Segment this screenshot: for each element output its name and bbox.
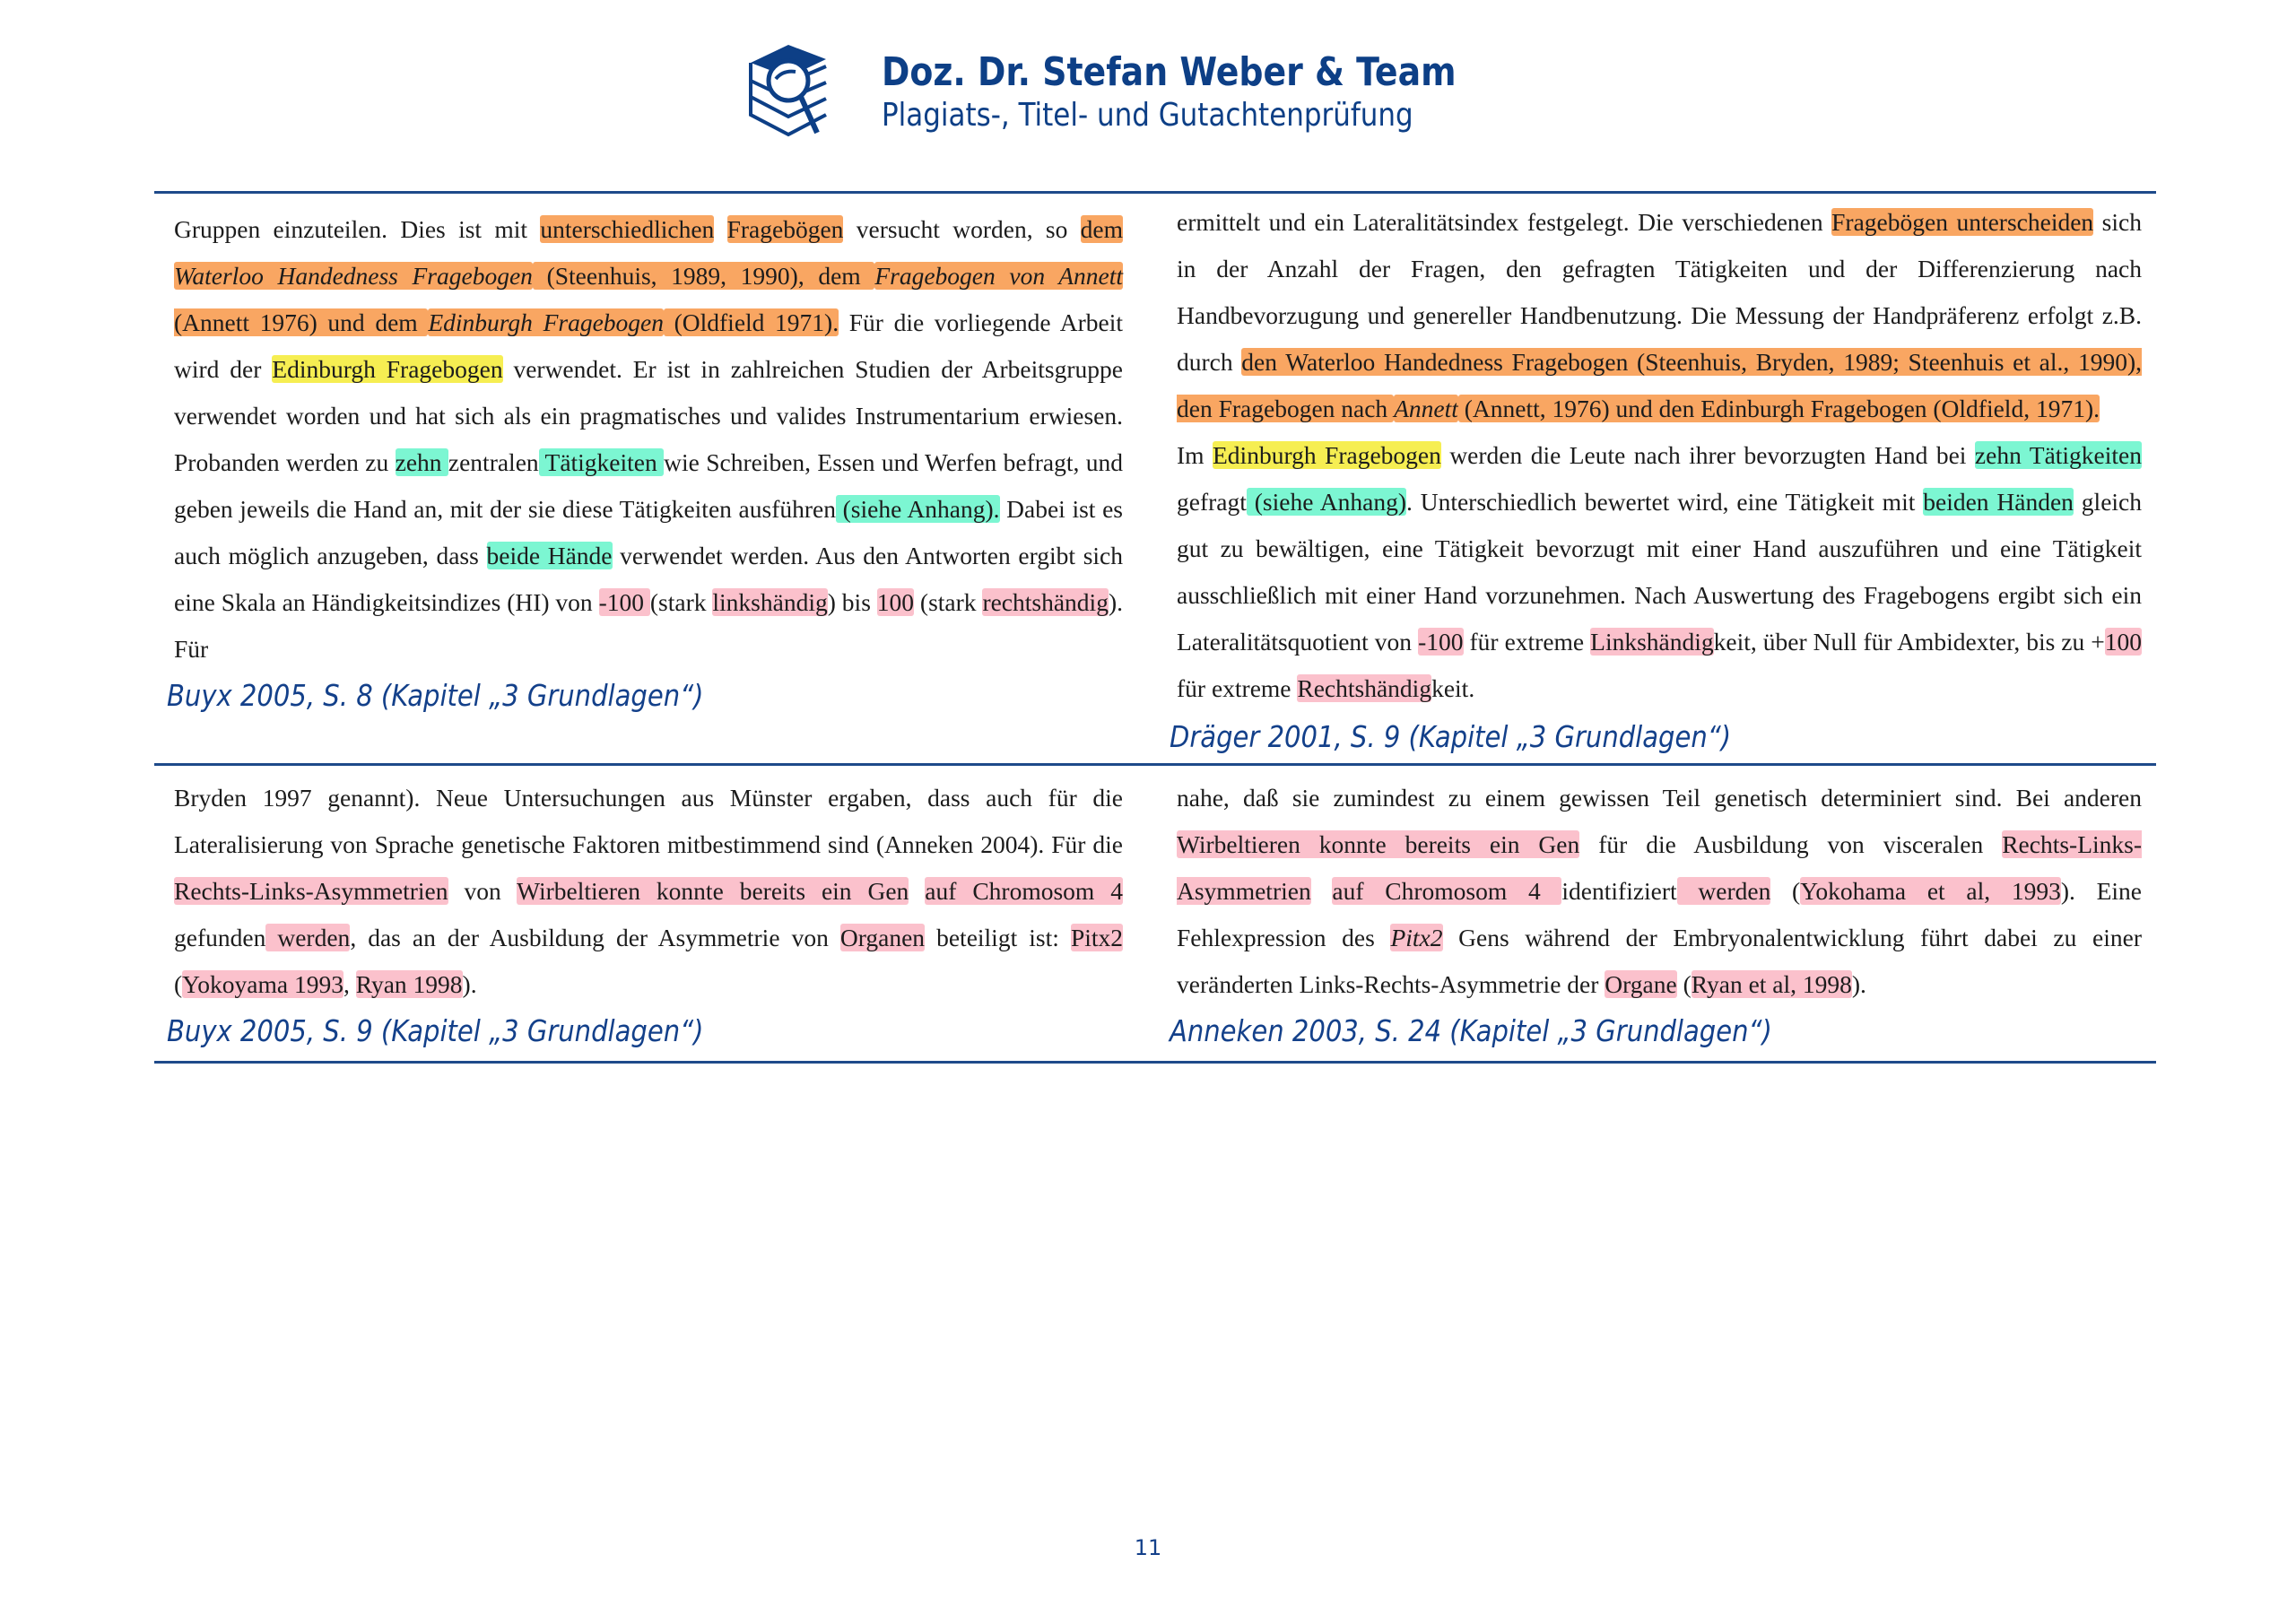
text-run: für extreme — [1463, 628, 1591, 656]
brand-subtitle: Plagiats-, Titel- und Gutachtenprüfung — [881, 97, 1413, 134]
original-text — [1177, 199, 2142, 712]
plagiarism-text — [174, 775, 1123, 1008]
highlighted-match: Organen — [839, 924, 926, 951]
highlighted-match: beide Hände — [486, 542, 613, 569]
text-run: ). Eine Fehlexpression des — [1177, 877, 2142, 951]
highlighted-match: Rechtshändig — [1297, 674, 1432, 702]
highlighted-match: Fragebögen unterscheiden — [1831, 208, 2094, 236]
original-text — [1177, 775, 2142, 1008]
text-run: ermittelt und ein Lateralitätsindex festgelegt. Die verschiedenen — [1177, 208, 1832, 236]
text-run: ). Für — [174, 588, 1123, 663]
text-run: zentralen — [448, 448, 539, 476]
text-run — [909, 877, 925, 905]
highlighted-match: Edinburgh Fragebogen — [1213, 441, 1441, 469]
source-caption: Dräger 2001, S. 9 (Kapitel „3 Grundlagen“) — [1170, 719, 1732, 754]
highlighted-match: 100 — [876, 588, 915, 616]
text-run: ( — [1676, 970, 1692, 998]
text-run: verwendet. Er ist in zahlreichen Studien der Arbeitsgruppe verwendet worden und hat sich als ein pragmatisches und valides Instrumentarium erwiesen. Probanden werden zu — [174, 355, 1123, 476]
plagiarism-text — [174, 206, 1123, 673]
highlighted-match: (Steenhuis, 1989, 1990), dem — [532, 262, 875, 290]
highlighted-match: Wirbeltieren konnte bereits ein Gen — [517, 877, 909, 905]
text-run: wie Schreiben, Essen und Werfen befragt, und geben jeweils die Hand an, mit der sie diese Tätigkeiten ausführen — [174, 448, 1123, 523]
highlighted-match: dem — [1080, 215, 1123, 243]
book-stack-magnifier-icon — [747, 43, 855, 142]
text-run: ) bis — [827, 588, 877, 616]
brand-title: Doz. Dr. Stefan Weber & Team — [881, 49, 1457, 95]
text-run: . Unterschiedlich bewertet wird, eine Tätigkeit mit — [1405, 488, 1924, 516]
text-run: werden die Leute nach ihrer bevorzugten Hand bei — [1440, 441, 1975, 469]
highlighted-match: 100 — [2104, 628, 2143, 656]
text-run: für die Ausbildung von visceralen — [1579, 830, 2003, 858]
page-number: 11 — [1134, 1535, 1162, 1560]
highlighted-match: Yokoyama 1993 — [182, 970, 344, 998]
text-run: Für die vorliegende Arbeit wird der — [174, 308, 1123, 383]
highlighted-match: (Annett, 1976) und den Edinburgh Fragebogen (Oldfield, 1971). — [1457, 395, 2100, 422]
highlighted-match: den Waterloo Handedness Fragebogen (Steenhuis, Bryden, 1989; Steenhuis et al., 1990), den Fragebogen nach — [1177, 348, 2142, 422]
text-run: , das an der Ausbildung der Asymmetrie von — [350, 924, 840, 951]
text-run: für extreme — [1177, 674, 1298, 702]
table-rule-bottom — [154, 1061, 2156, 1064]
highlighted-match: Linkshändig — [1590, 628, 1714, 656]
source-caption: Buyx 2005, S. 9 (Kapitel „3 Grundlagen“) — [167, 1013, 704, 1048]
text-run — [1311, 877, 1333, 905]
highlighted-match: Annett — [1394, 395, 1458, 422]
highlighted-match: auf Chromosom 4 — [1332, 877, 1562, 905]
highlighted-match: Wirbeltieren konnte bereits ein Gen — [1177, 830, 1580, 858]
highlighted-match: linkshändig — [712, 588, 828, 616]
highlighted-match: Edinburgh Fragebogen — [272, 355, 503, 383]
highlighted-match: Rechts-Links-Asymmetrien — [174, 877, 448, 905]
text-run: ). — [1851, 970, 1866, 998]
highlighted-match: Edinburgh Fragebogen — [428, 308, 664, 336]
highlighted-match: Fragebögen — [726, 215, 844, 243]
highlighted-match: (Oldfield 1971). — [663, 308, 839, 336]
comparison-row — [154, 766, 2156, 1061]
text-run: gefunden — [174, 924, 266, 951]
text-run: keit. — [1431, 674, 1475, 702]
text-run: versucht worden, so — [843, 215, 1081, 243]
highlighted-match: werden — [1676, 877, 1771, 905]
highlighted-match: (Annett 1976) und dem — [174, 308, 429, 336]
text-run: keit, über Null für Ambidexter, bis zu + — [1713, 628, 2105, 656]
plagiarism-cell — [154, 766, 1155, 1061]
text-run: Gruppen einzuteilen. Dies ist mit — [174, 215, 541, 243]
text-run: beteiligt ist: — [925, 924, 1071, 951]
text-run: sich in der Anzahl der Fragen, den gefragten Tätigkeiten und der Differenzierung nach Handbevorzugung und genereller Handbenutzung. Die Messung der Handpräferenz erfolgt z.B. durch — [1177, 208, 2142, 376]
text-run: , — [343, 970, 356, 998]
text-run: Bryden 1997 genannt). Neue Untersuchungen aus Münster ergaben, dass auch für die Lateralisierung von Sprache genetische Faktoren mitbestimmend sind (Anneken 2004). Für die — [174, 784, 1123, 858]
original-cell — [1155, 766, 2156, 1061]
highlighted-match: werden — [265, 924, 351, 951]
text-run: ( — [174, 970, 183, 998]
comparison-row — [154, 194, 2156, 763]
text-run: (stark — [914, 588, 983, 616]
comparison-table — [154, 191, 2156, 1064]
highlighted-match: rechtshändig — [982, 588, 1109, 616]
highlighted-match: Yokohama et al, 1993 — [1800, 877, 2061, 905]
highlighted-match: Tätigkeiten — [538, 448, 665, 476]
highlighted-match: -100 — [598, 588, 650, 616]
text-run: gleich gut zu bewältigen, eine Tätigkeit bevorzugt mit einer Hand auszuführen und eine Tätigkeit ausschließlich mit einer Hand vorzunehmen. Nach Auswertung des Fragebogens ergibt sich ein Lateralitätsquotient von — [1177, 488, 2142, 656]
highlighted-match: Ryan 1998 — [355, 970, 463, 998]
source-caption: Buyx 2005, S. 8 (Kapitel „3 Grundlagen“) — [167, 678, 704, 713]
page-header — [0, 43, 2296, 142]
text-run: von — [448, 877, 517, 905]
text-run: identifiziert — [1561, 877, 1677, 905]
plagiarism-cell — [154, 194, 1155, 763]
highlighted-match: Ryan et al, 1998 — [1691, 970, 1852, 998]
original-paragraph — [1177, 199, 2142, 432]
highlighted-match: Pitx2 — [1390, 924, 1443, 951]
text-run: ). — [462, 970, 477, 998]
highlighted-match: Organe — [1605, 970, 1677, 998]
original-paragraph — [1177, 432, 2142, 712]
logo — [747, 43, 1550, 142]
text-run: (stark — [649, 588, 713, 616]
text-run: nahe, daß sie zumindest zu einem gewissen Teil genetisch determiniert sind. Bei anderen — [1177, 784, 2142, 812]
source-caption: Anneken 2003, S. 24 (Kapitel „3 Grundlagen“) — [1170, 1013, 1772, 1048]
text-run: verwendet werden. Aus den Antworten ergibt sich eine Skala an Händigkeitsindizes (HI) von — [174, 542, 1124, 616]
highlighted-match: (siehe Anhang) — [1246, 488, 1406, 516]
highlighted-match: Pitx2 — [1070, 924, 1124, 951]
highlighted-match: -100 — [1418, 628, 1464, 656]
text-run: Gens während der Embryonalentwicklung führt dabei zu einer veränderten Links-Rechts-Asymmetrie der — [1177, 924, 2142, 998]
text-run: Im — [1177, 441, 1213, 469]
text-run: ( — [1770, 877, 1801, 905]
highlighted-match: zehn Tätigkeiten — [1974, 441, 2142, 469]
highlighted-match: Rechts-Links-Asymmetrien — [1177, 830, 2142, 905]
text-run — [714, 215, 726, 243]
highlighted-match: unterschiedlichen — [540, 215, 715, 243]
highlighted-match: (siehe Anhang). — [835, 495, 1000, 523]
original-cell — [1155, 194, 2156, 763]
highlighted-match: auf Chromosom 4 — [925, 877, 1123, 905]
highlighted-match: zehn — [395, 448, 448, 476]
text-run: gefragt — [1177, 488, 1247, 516]
highlighted-match: beiden Händen — [1923, 488, 2074, 516]
highlighted-match: Waterloo Handedness Fragebogen — [174, 262, 533, 290]
highlighted-match: Fragebogen von Annett — [874, 262, 1123, 290]
text-run: Dabei ist es auch möglich anzugeben, dass — [174, 495, 1123, 569]
